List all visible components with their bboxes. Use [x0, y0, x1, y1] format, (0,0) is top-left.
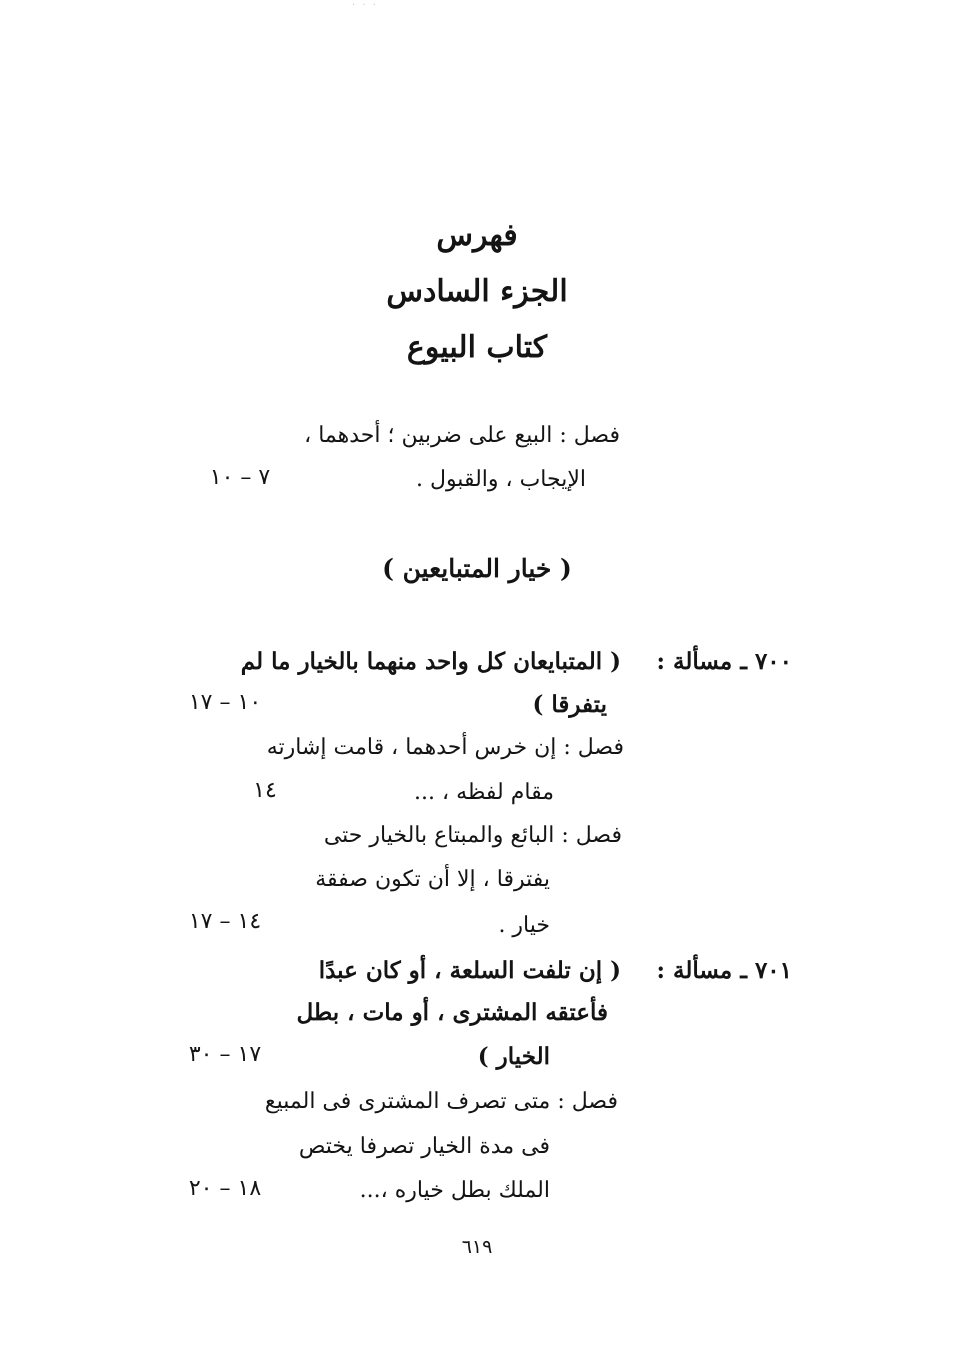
entry-1-pages: ٧ – ١٠ [209, 465, 271, 490]
fasl-2-pages: ١٤ [253, 778, 277, 803]
entry-1-line-2: الإيجاب ، والقبول . [415, 467, 586, 492]
fasl-4-line-3: الملك بطل خياره ،... [359, 1178, 550, 1203]
fasl-3-line-2: يفترقا ، إلا أن تكون صفقة [315, 867, 550, 892]
fasl-3-line-3: خيار . [498, 913, 550, 938]
fasl-3-line-1: فصل : البائع والمبتاع بالخيار حتى [323, 823, 622, 848]
section-heading: ( خيار المتبايعين ) [382, 554, 572, 583]
masala-701-label: ٧٠١ ـ مسألة : [656, 957, 792, 984]
masala-701-line-1: ( إن تلفت السلعة ، أو كان عبدًا [318, 957, 621, 984]
fasl-2-line-2: مقام لفظه ، ... [414, 780, 554, 805]
page-number: ٦١٩ [461, 1236, 493, 1258]
masala-701-pages: ١٧ – ٣٠ [188, 1042, 262, 1067]
masala-700-label: ٧٠٠ ـ مسألة : [656, 648, 792, 675]
fasl-3-pages: ١٤ – ١٧ [188, 909, 262, 934]
scan-artifact: · · · [352, 0, 378, 11]
fasl-4-pages: ١٨ – ٢٠ [188, 1176, 262, 1201]
fasl-4-line-2: فى مدة الخيار تصرفا يختص [298, 1134, 550, 1159]
fasl-4-line-1: فصل : متى تصرف المشترى فى المبيع [264, 1089, 618, 1114]
book-title: كتاب البيوع [406, 330, 548, 365]
page-title: فهرس [436, 218, 518, 253]
volume-title: الجزء السادس [386, 274, 568, 309]
masala-700-line-1: ( المتبايعان كل واحد منهما بالخيار ما لم [240, 648, 621, 675]
masala-700-line-2: يتفرقا ) [532, 691, 607, 718]
masala-701-line-2: فأعتقه المشترى ، أو مات ، بطل [296, 999, 608, 1026]
masala-700-pages: ١٠ – ١٧ [188, 690, 262, 715]
entry-1-line-1: فصل : البيع على ضربين ؛ أحدهما ، [304, 423, 620, 448]
fasl-2-line-1: فصل : إن خرس أحدهما ، قامت إشارته [266, 735, 624, 760]
masala-701-line-3: الخيار ) [477, 1043, 550, 1070]
